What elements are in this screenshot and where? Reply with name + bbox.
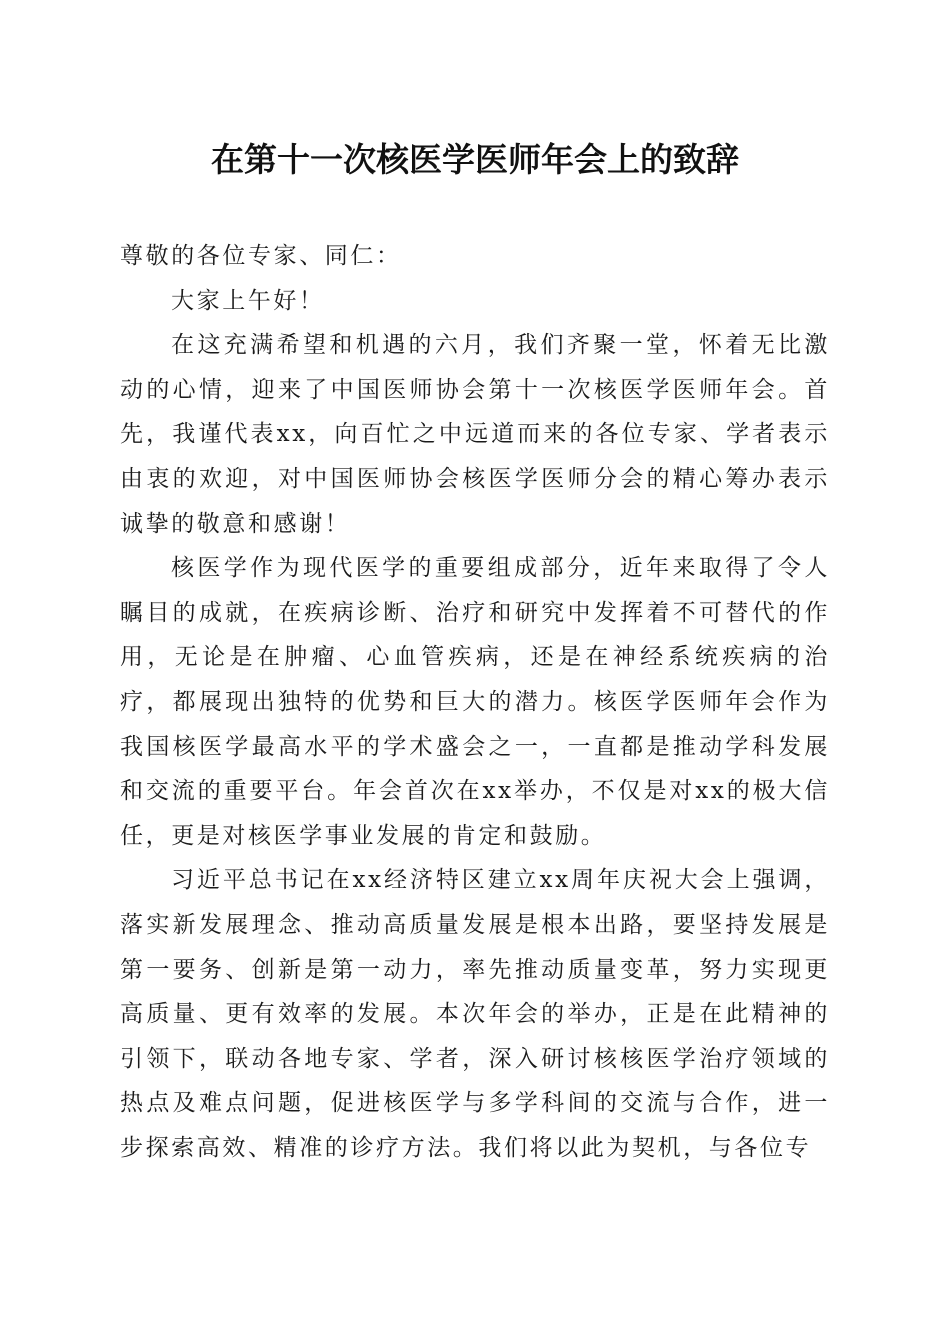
document-body bbox=[120, 234, 830, 1170]
document-title: 在第十一次核医学医师年会上的致辞 bbox=[211, 140, 739, 179]
paragraph-greeting: 大家上午好！ bbox=[171, 287, 325, 314]
paragraph-nuclear-medicine: 核医学作为现代医学的重要组成部分，近年来取得了令人瞩目的成就，在疾病诊断、治疗和研究中发挥着不可替代的作用，无论是在肿瘤、心血管疾病，还是在神经系统疾病的治疗，都展现出独特的优势和巨大的潜力。核医学医师年会作为我国核医学最高水平的学术盛会之一，一直都是推动学科发展和交流的重要平台。年会首次在xx举办，不仅是对xx的极大信任，更是对核医学事业发展的肯定和鼓励。 bbox=[120, 555, 830, 849]
paragraph-development: 习近平总书记在xx经济特区建立xx周年庆祝大会上强调，落实新发展理念、推动高质量发展是根本出路，要坚持发展是第一要务、创新是第一动力，率先推动质量变革，努力实现更高质量、更有效率的发展。本次年会的举办，正是在此精神的引领下，联动各地专家、学者，深入研讨核核医学治疗领域的热点及难点问题，促进核医学与多学科间的交流与合作，进一步探索高效、精准的诊疗方法。我们将以此为契机，与各位专 bbox=[120, 867, 830, 1161]
paragraph-welcome: 在这充满希望和机遇的六月，我们齐聚一堂，怀着无比激动的心情，迎来了中国医师协会第十一次核医学医师年会。首先，我谨代表xx，向百忙之中远道而来的各位专家、学者表示由衷的欢迎，对中国医师协会核医学医师分会的精心筹办表示诚挚的敬意和感谢！ bbox=[120, 332, 830, 537]
salutation: 尊敬的各位专家、同仁： bbox=[120, 243, 402, 269]
